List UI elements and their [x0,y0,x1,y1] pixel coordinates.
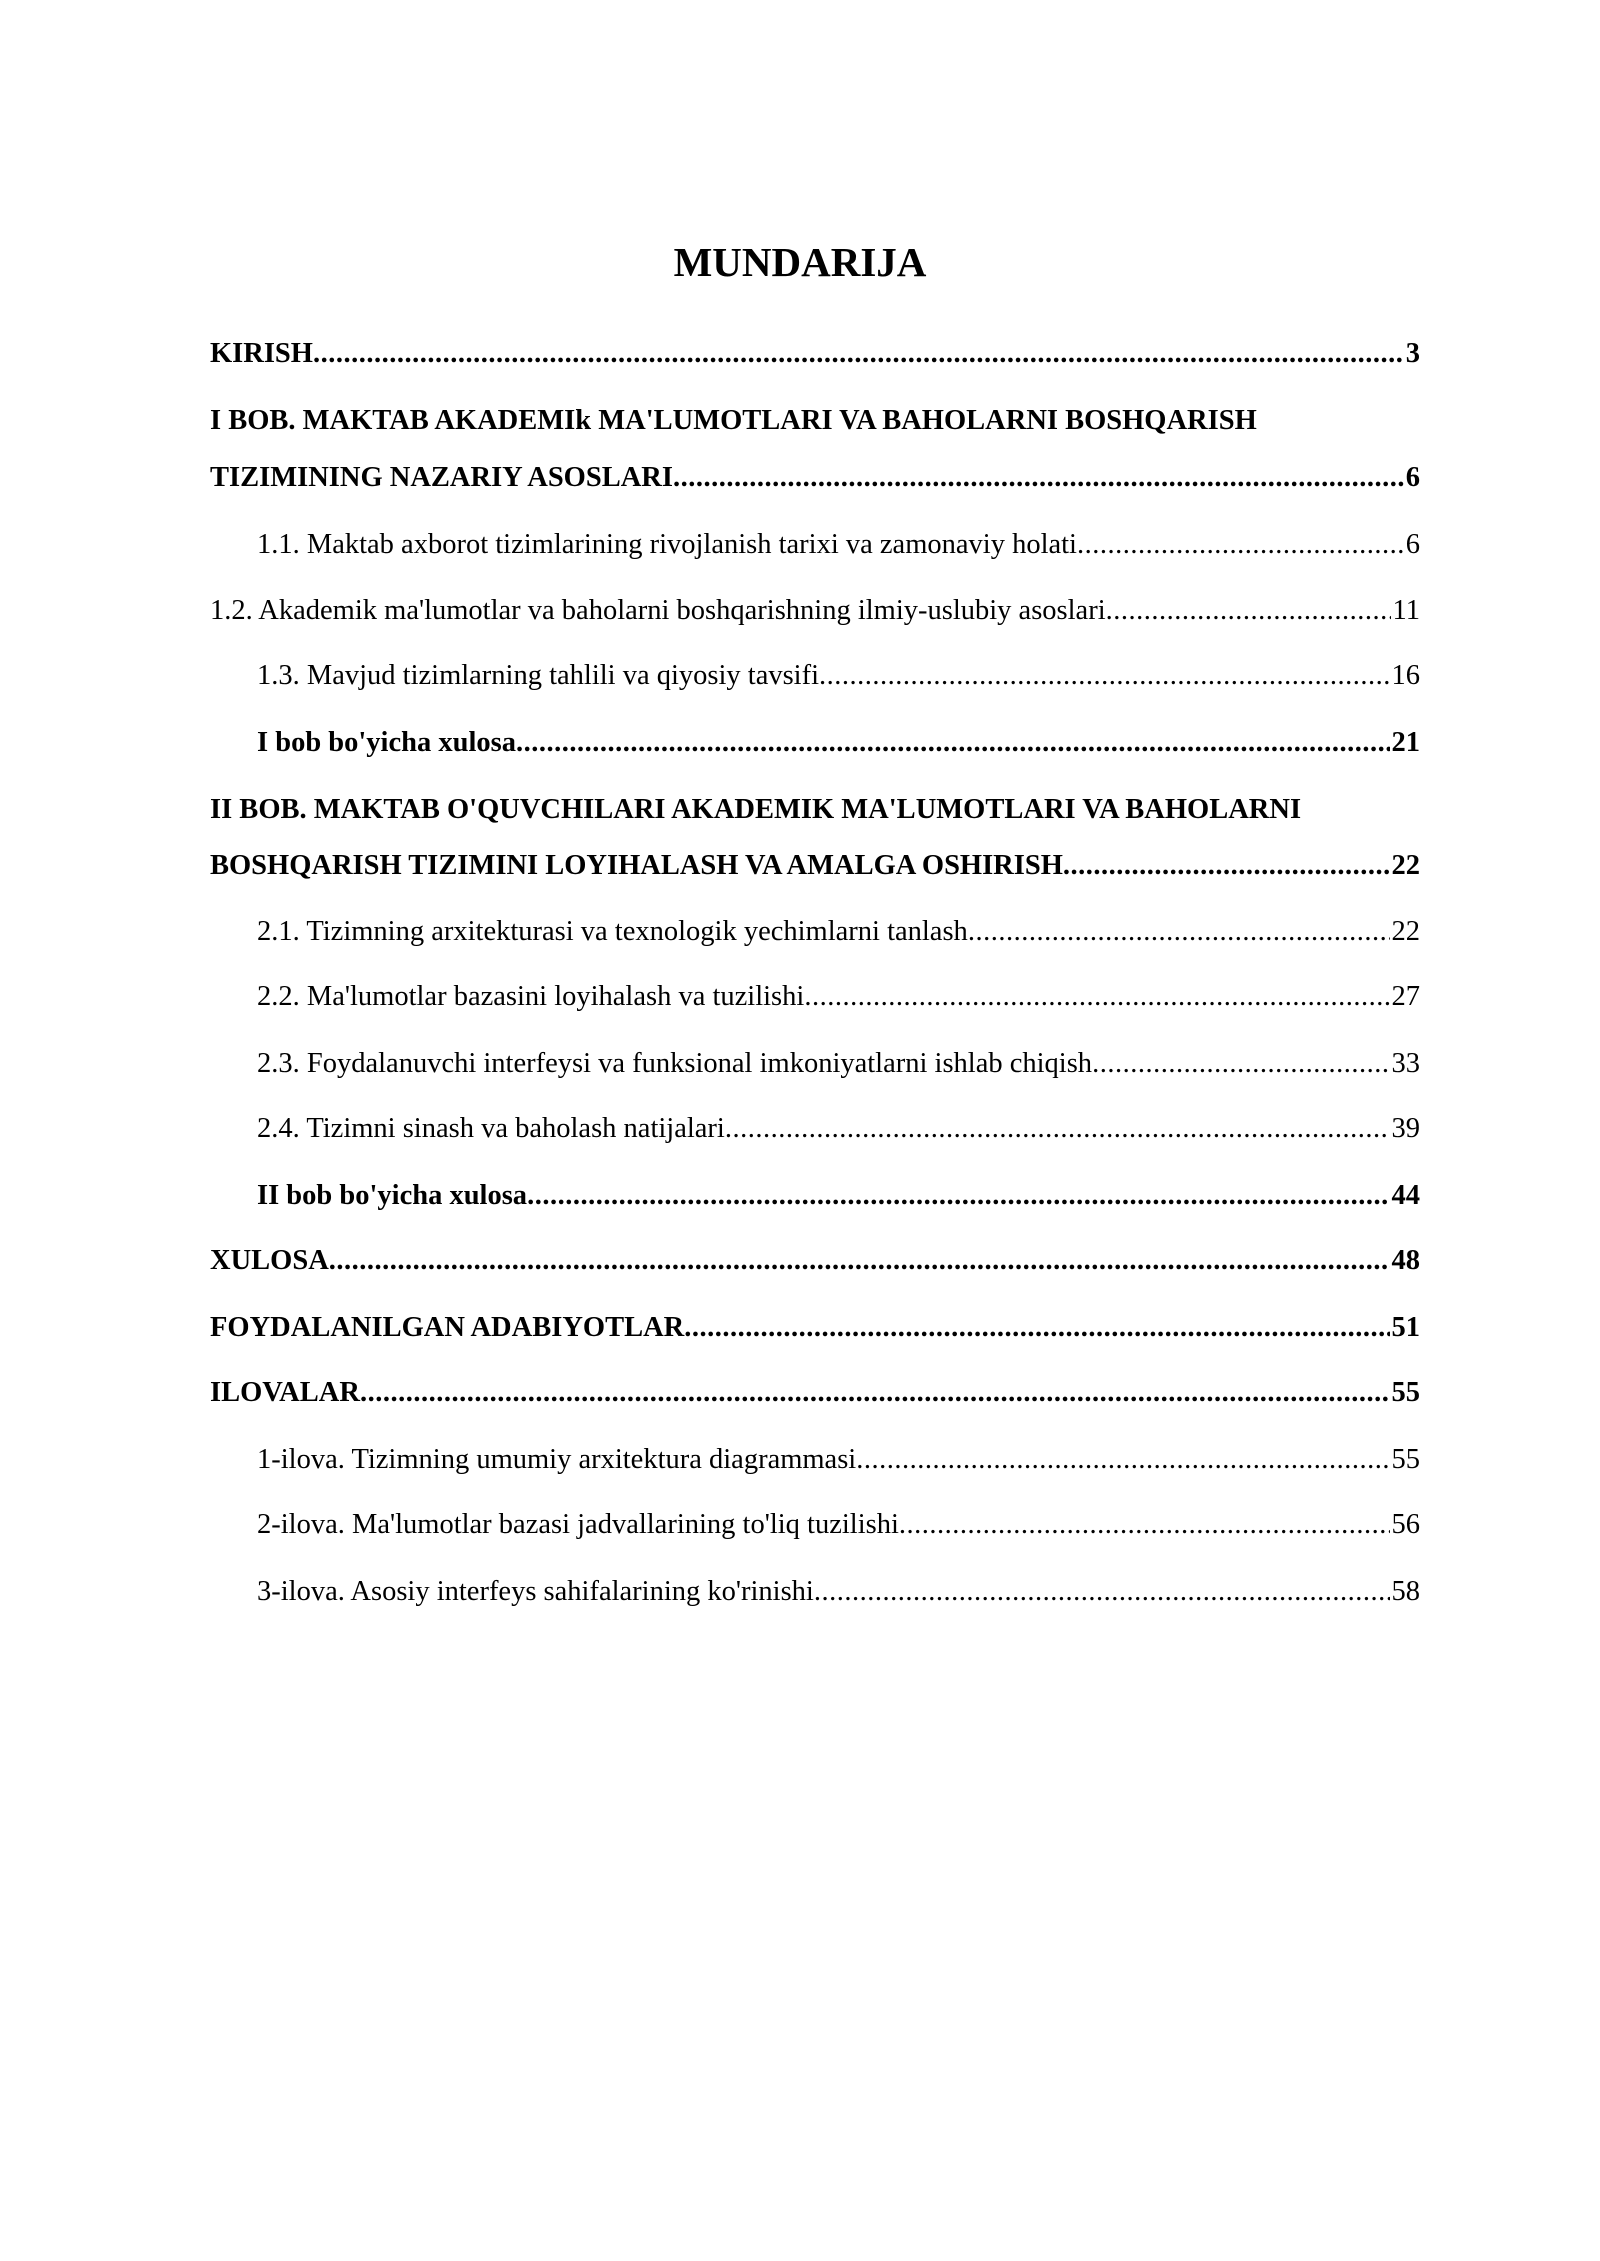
dot-leader [673,458,1404,498]
toc-entry-xulosa[interactable] [210,1241,1420,1281]
dot-leader [360,1373,1390,1413]
toc-entry-label: 3-ilova. Asosiy interfeys sahifalarining ko'rinishi [257,1576,814,1607]
toc-entry-label: BOSHQARISH TIZIMINI LOYIHALASH VA AMALGA OSHIRISH [210,850,1063,881]
toc-entry-2-4[interactable] [257,1109,1420,1149]
dot-leader [725,1109,1390,1149]
page-title: MUNDARIJA [673,239,927,285]
toc-entry-bob2-xulosa[interactable] [257,1176,1420,1216]
toc-entry-label: FOYDALANILGAN ADABIYOTLAR [210,1312,685,1343]
dot-leader [856,1440,1389,1480]
toc-entry-page: 48 [1391,1245,1420,1276]
toc-entry-adabiyotlar[interactable] [210,1308,1420,1348]
toc-entry-label: I BOB. MAKTAB AKADEMIk MA'LUMOTLARI VA BAHOLARNI BOSHQARISH [210,405,1257,436]
dot-leader [1063,846,1390,886]
toc-entry-bob1-xulosa[interactable] [257,723,1420,763]
toc-entry-label: II bob bo'yicha xulosa [257,1180,528,1211]
toc-entry-page: 51 [1391,1312,1420,1343]
dot-leader [804,977,1389,1017]
toc-entry-label: 1.3. Mavjud tizimlarning tahlili va qiyosiy tavsifi [257,660,820,691]
toc-entry-page: 58 [1391,1576,1420,1607]
toc-entry-page: 44 [1391,1180,1420,1211]
toc-entry-page: 33 [1391,1048,1420,1079]
dot-leader [1106,591,1391,631]
toc-entry-label: 2.3. Foydalanuvchi interfeysi va funksional imkoniyatlarni ishlab chiqish [257,1048,1093,1079]
dot-leader [684,1308,1389,1348]
toc-entry-label: 2.4. Tizimni sinash va baholash natijalari [257,1113,725,1144]
toc-entry-page: 55 [1391,1444,1420,1475]
toc-entry-bob2-line1[interactable] [210,790,1450,830]
toc-entry-2-3[interactable] [257,1044,1420,1084]
toc-entry-bob2-line2[interactable] [210,846,1420,886]
dot-leader [814,1572,1390,1612]
toc-entry-page: 39 [1391,1113,1420,1144]
toc-entry-ilova-2[interactable] [257,1505,1420,1545]
toc-entry-page: 16 [1391,660,1420,691]
toc-entry-label: 2-ilova. Ma'lumotlar bazasi jadvallarining to'liq tuzilishi [257,1509,899,1540]
toc-entry-ilovalar[interactable] [210,1373,1420,1413]
dot-leader [329,1241,1390,1281]
toc-entry-label: XULOSA [210,1245,329,1276]
toc-entry-page: 22 [1391,916,1420,947]
dot-leader [899,1505,1390,1545]
toc-entry-page: 6 [1405,462,1420,493]
toc-entry-ilova-1[interactable] [257,1440,1420,1480]
dot-leader [968,912,1390,952]
dot-leader [1077,525,1404,565]
dot-leader [819,656,1389,696]
toc-entry-page: 11 [1392,595,1420,626]
toc-entry-1-1[interactable] [257,525,1420,565]
toc-entry-label: TIZIMINING NAZARIY ASOSLARI [210,462,673,493]
dot-leader [516,723,1390,763]
toc-entry-page: 6 [1405,529,1420,560]
toc-entry-page: 3 [1405,338,1420,369]
toc-entry-bob1-line1[interactable] [210,401,1420,441]
toc-entry-label: 2.2. Ma'lumotlar bazasini loyihalash va tuzilishi [257,981,805,1012]
toc-entry-label: KIRISH [210,338,313,369]
toc-entry-label: I bob bo'yicha xulosa [257,727,516,758]
dot-leader [527,1176,1389,1216]
toc-entry-page: 27 [1391,981,1420,1012]
toc-entry-label: II BOB. MAKTAB O'QUVCHILARI AKADEMIK MA'LUMOTLARI VA BAHOLARNI [210,794,1302,825]
dot-leader [313,334,1404,374]
toc-entry-page: 56 [1391,1509,1420,1540]
toc-entry-ilova-3[interactable] [257,1572,1420,1612]
toc-entry-label: ILOVALAR [210,1377,360,1408]
toc-entry-label: 2.1. Tizimning arxitekturasi va texnologik yechimlarni tanlash [257,916,968,947]
toc-entry-2-2[interactable] [257,977,1420,1017]
toc-entry-1-3[interactable] [257,656,1420,696]
toc-entry-page: 55 [1391,1377,1420,1408]
dot-leader [1092,1044,1389,1084]
toc-entry-label: 1.1. Maktab axborot tizimlarining rivojlanish tarixi va zamonaviy holati [257,529,1077,560]
toc-entry-page: 21 [1391,727,1420,758]
toc-entry-kirish[interactable] [210,334,1420,374]
toc-entry-label: 1.2. Akademik ma'lumotlar va baholarni boshqarishning ilmiy-uslubiy asoslari [210,595,1106,626]
toc-entry-1-2[interactable] [210,591,1420,631]
toc-entry-2-1[interactable] [257,912,1420,952]
toc-entry-bob1-line2[interactable] [210,458,1420,498]
toc-entry-page: 22 [1391,850,1420,881]
toc-entry-label: 1-ilova. Tizimning umumiy arxitektura diagrammasi [257,1444,857,1475]
